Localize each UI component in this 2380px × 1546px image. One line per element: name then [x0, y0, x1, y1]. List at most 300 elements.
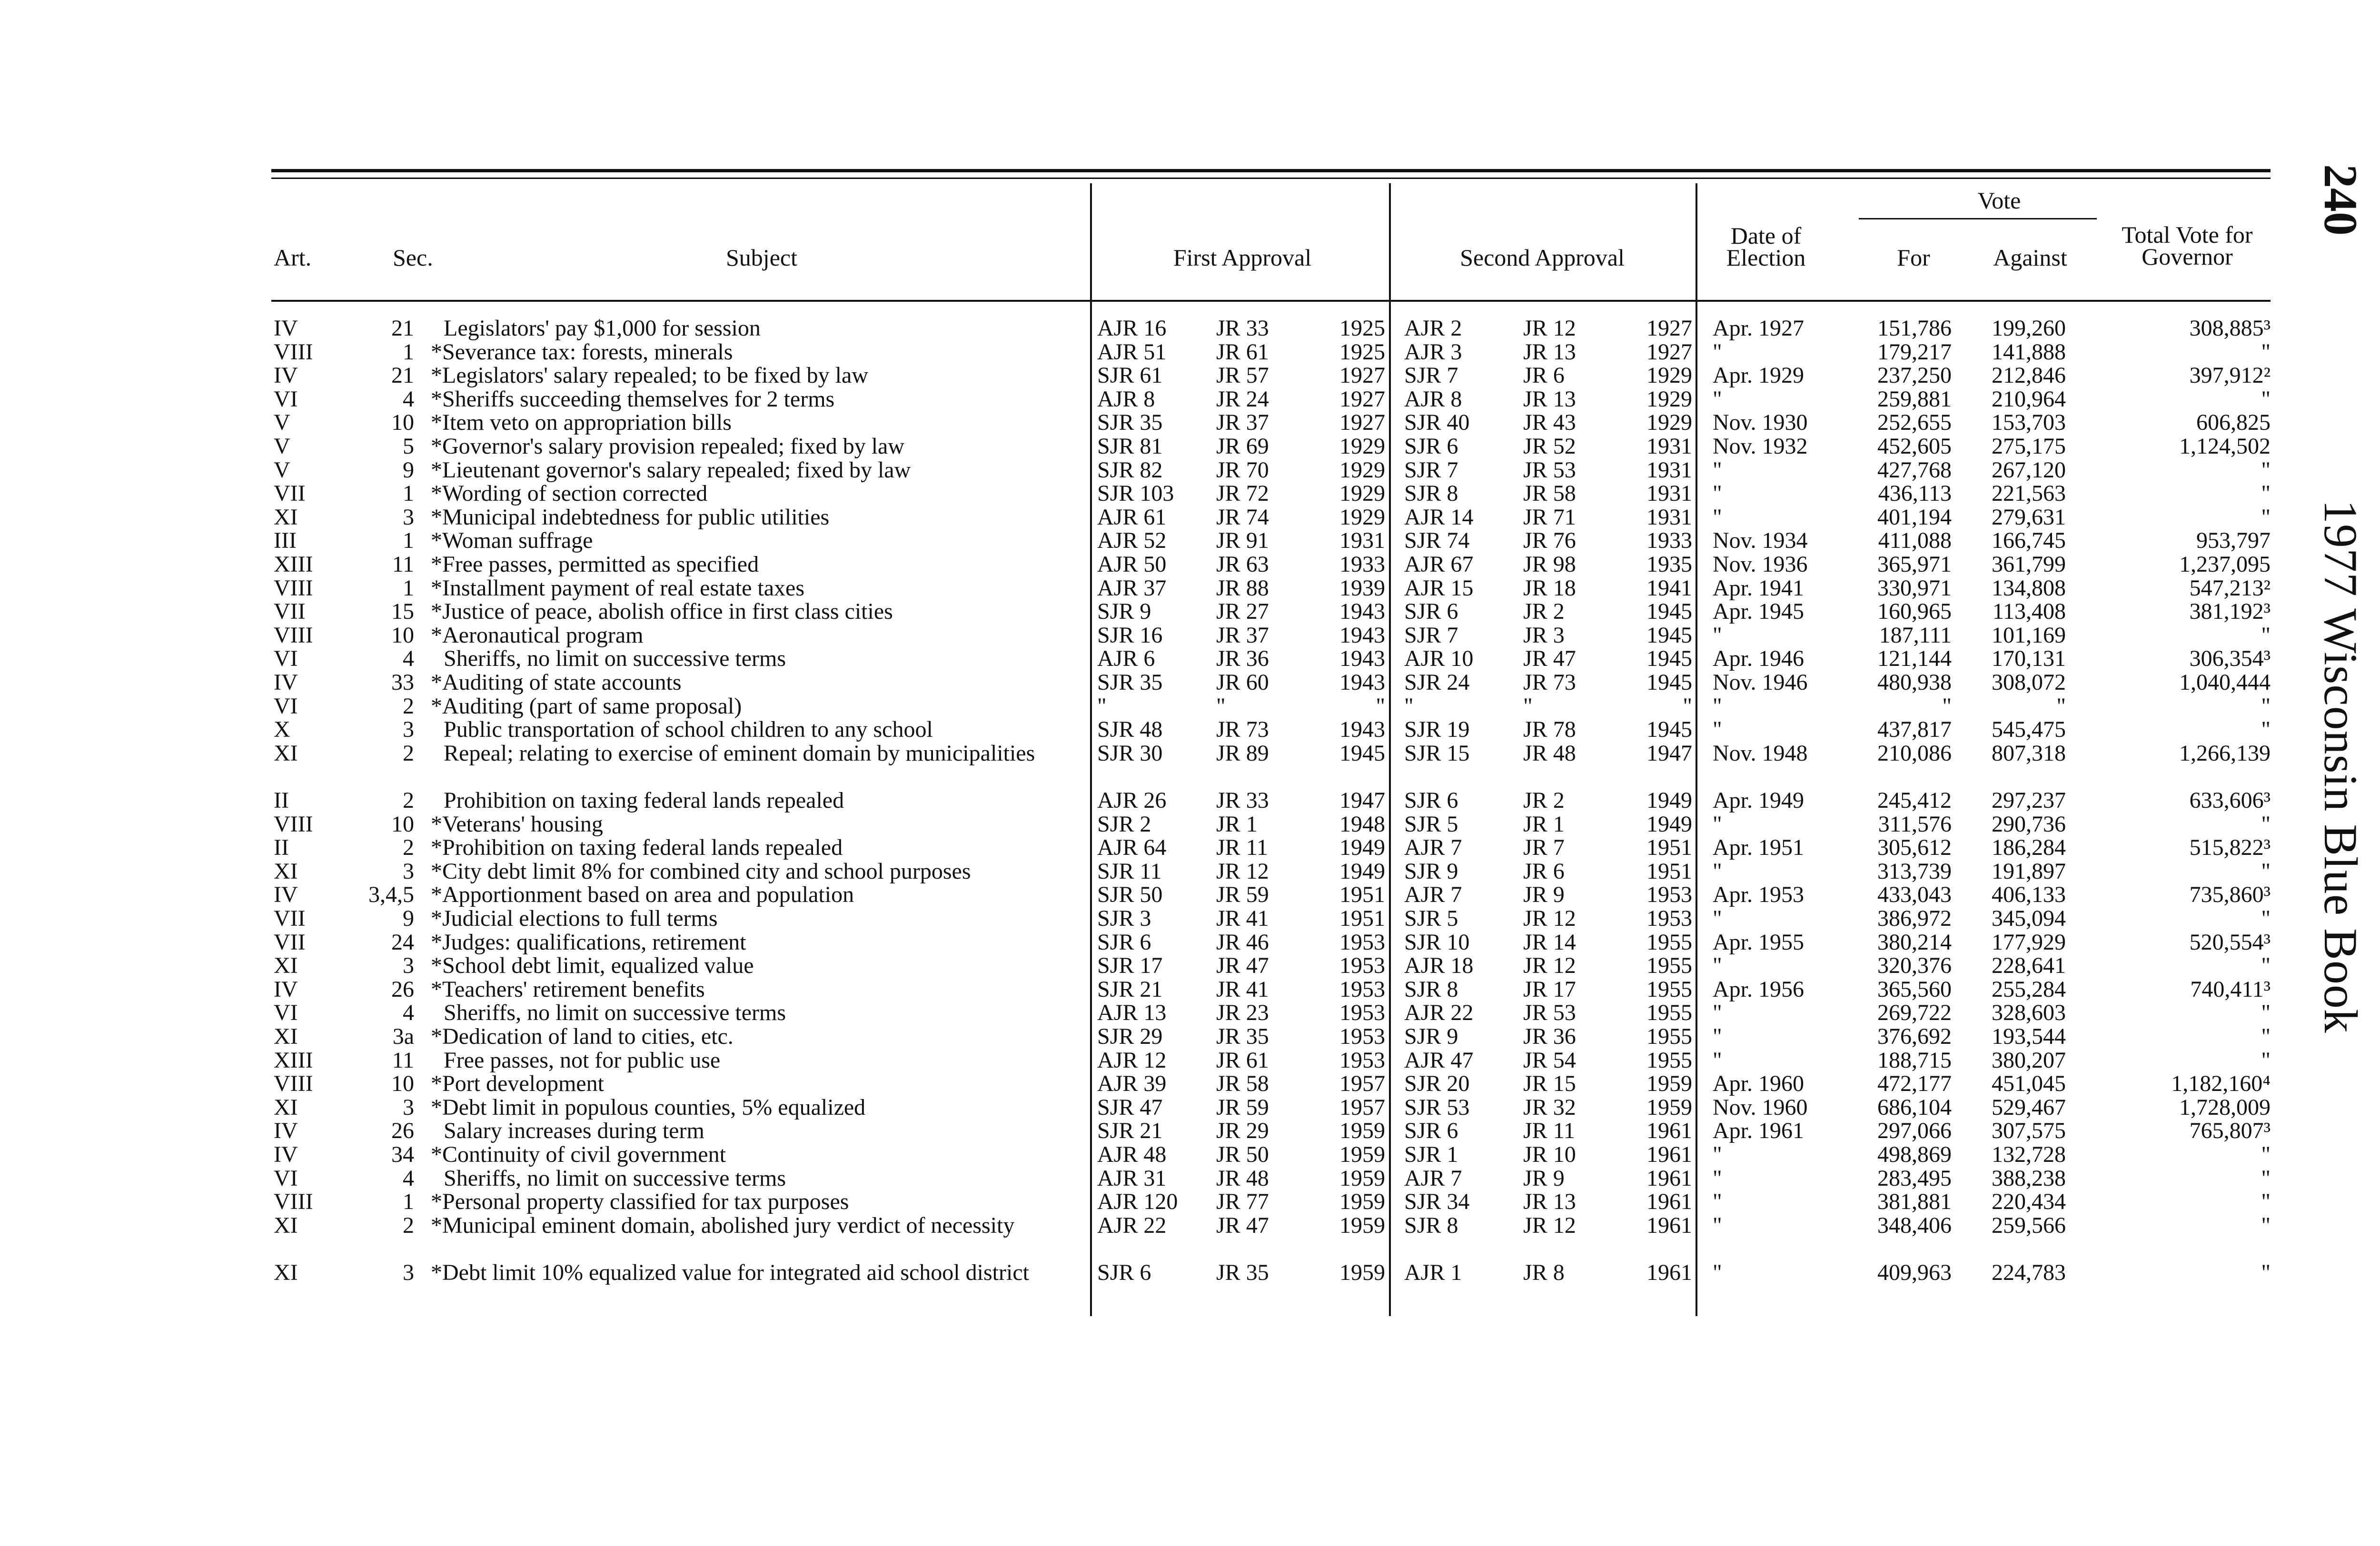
cell-first-resolution: AJR 16: [1097, 316, 1167, 341]
cell-second-resolution: AJR 22: [1404, 1000, 1474, 1026]
cell-vote-for: 480,938: [1877, 670, 1952, 695]
cell-first-resolution: AJR 120: [1097, 1189, 1178, 1215]
table-row: [0, 1025, 2380, 1049]
cell-election-date: Nov. 1960: [1713, 1094, 1808, 1120]
cell-second-jr: JR 11: [1523, 1118, 1575, 1144]
cell-second-jr: JR 13: [1523, 1189, 1576, 1215]
cell-first-jr: JR 35: [1216, 1260, 1269, 1285]
cell-sec: 3: [403, 858, 414, 884]
cell-first-year: 1925: [1339, 339, 1385, 365]
cell-subject: Legislators' pay $1,000 for session: [444, 316, 761, 341]
cell-subject: *Judges: qualifications, retirement: [431, 929, 746, 955]
cell-first-resolution: SJR 50: [1097, 882, 1163, 908]
cell-vote-against: 345,094: [1992, 906, 2066, 931]
cell-total-vote: 306,354³: [2189, 646, 2271, 672]
cell-total-vote: ": [2261, 1047, 2271, 1073]
cell-first-jr: JR 33: [1216, 788, 1269, 813]
header-for: For: [1897, 244, 1930, 271]
cell-second-year: 1931: [1646, 481, 1692, 506]
cell-election-date: Nov. 1946: [1713, 670, 1808, 695]
cell-first-year: 1939: [1339, 575, 1385, 601]
cell-first-jr: JR 48: [1216, 1165, 1269, 1191]
cell-second-jr: JR 54: [1523, 1047, 1576, 1073]
cell-first-resolution: SJR 2: [1097, 811, 1151, 837]
cell-second-jr: JR 13: [1523, 339, 1576, 365]
cell-election-date: Nov. 1936: [1713, 552, 1808, 577]
cell-subject: Sheriffs, no limit on successive terms: [444, 1000, 786, 1026]
cell-election-date: ": [1713, 1212, 1722, 1238]
cell-total-vote: 1,266,139: [2179, 740, 2271, 766]
cell-vote-for: 252,655: [1877, 410, 1952, 436]
cell-vote-for: 179,217: [1877, 339, 1952, 365]
cell-art: VI: [274, 386, 298, 412]
cell-vote-for: 433,043: [1877, 882, 1952, 908]
cell-art: IV: [274, 316, 298, 341]
cell-second-jr: JR 3: [1523, 622, 1565, 648]
cell-second-year: 1941: [1646, 575, 1692, 601]
table-row: [0, 482, 2380, 505]
cell-vote-against: 529,467: [1992, 1094, 2066, 1120]
cell-art: XIII: [274, 1047, 313, 1073]
cell-vote-for: 401,194: [1877, 504, 1952, 530]
table-row: [0, 317, 2380, 340]
cell-vote-against: 228,641: [1992, 953, 2066, 979]
cell-second-resolution: SJR 19: [1404, 717, 1470, 743]
cell-subject: Salary increases during term: [444, 1118, 704, 1144]
cell-first-jr: JR 69: [1216, 434, 1269, 459]
cell-second-year: 1945: [1646, 599, 1692, 624]
cell-second-resolution: SJR 53: [1404, 1094, 1470, 1120]
cell-second-resolution: SJR 24: [1404, 670, 1470, 695]
cell-first-year: 1951: [1339, 906, 1385, 931]
cell-election-date: ": [1713, 1024, 1722, 1049]
cell-vote-against: 290,736: [1992, 811, 2066, 837]
cell-first-jr: JR 37: [1216, 410, 1269, 436]
cell-vote-against: 191,897: [1992, 858, 2066, 884]
cell-vote-against: 141,888: [1992, 339, 2066, 365]
cell-sec: 9: [403, 906, 414, 931]
table-row: [0, 647, 2380, 671]
cell-art: II: [274, 788, 289, 813]
cell-subject: *Auditing (part of same proposal): [431, 693, 742, 719]
cell-second-jr: JR 18: [1523, 575, 1576, 601]
cell-election-date: Apr. 1941: [1713, 575, 1804, 601]
cell-election-date: Apr. 1951: [1713, 835, 1804, 861]
cell-vote-for: 320,376: [1877, 953, 1952, 979]
cell-total-vote: ": [2261, 1260, 2271, 1285]
cell-vote-against: ": [2056, 693, 2066, 719]
cell-subject: *Debt limit 10% equalized value for integrated aid school district: [431, 1260, 1029, 1285]
cell-subject: *Apportionment based on area and population: [431, 882, 854, 908]
cell-art: VIII: [274, 339, 313, 365]
cell-subject: *City debt limit 8% for combined city and school purposes: [431, 858, 971, 884]
cell-total-vote: 633,606³: [2189, 788, 2271, 813]
cell-sec: 5: [403, 434, 414, 459]
cell-subject: *Lieutenant governor's salary repealed; fixed by law: [431, 457, 911, 483]
cell-election-date: Nov. 1930: [1713, 410, 1808, 436]
cell-first-resolution: ": [1097, 693, 1107, 719]
cell-first-resolution: SJR 47: [1097, 1094, 1163, 1120]
cell-second-year: 1931: [1646, 434, 1692, 459]
cell-subject: Sheriffs, no limit on successive terms: [444, 1165, 786, 1191]
cell-art: XI: [274, 953, 298, 979]
cell-first-year: 1943: [1339, 646, 1385, 672]
cell-art: IV: [274, 976, 298, 1002]
cell-sec: 21: [391, 316, 414, 341]
cell-second-resolution: SJR 6: [1404, 434, 1458, 459]
cell-election-date: ": [1713, 457, 1722, 483]
cell-first-year: 1931: [1339, 528, 1385, 554]
cell-art: VI: [274, 1000, 298, 1026]
cell-sec: 4: [403, 646, 414, 672]
cell-second-year: 1955: [1646, 1024, 1692, 1049]
table-row: [0, 907, 2380, 931]
cell-art: VII: [274, 599, 306, 624]
cell-sec: 2: [403, 740, 414, 766]
cell-election-date: Apr. 1956: [1713, 976, 1804, 1002]
table-row: [0, 671, 2380, 694]
cell-subject: *Municipal eminent domain, abolished jury verdict of necessity: [431, 1212, 1015, 1238]
cell-second-year: 1955: [1646, 1047, 1692, 1073]
cell-first-year: 1927: [1339, 386, 1385, 412]
cell-first-jr: JR 47: [1216, 1212, 1269, 1238]
cell-first-year: 1943: [1339, 670, 1385, 695]
cell-subject: *Judicial elections to full terms: [431, 906, 718, 931]
cell-art: XI: [274, 1260, 298, 1285]
cell-second-jr: JR 12: [1523, 906, 1576, 931]
cell-second-resolution: ": [1404, 693, 1414, 719]
cell-first-resolution: AJR 8: [1097, 386, 1155, 412]
cell-subject: *School debt limit, equalized value: [431, 953, 754, 979]
cell-first-resolution: AJR 64: [1097, 835, 1167, 861]
cell-vote-against: 255,284: [1992, 976, 2066, 1002]
cell-art: XI: [274, 1212, 298, 1238]
cell-first-jr: JR 61: [1216, 339, 1269, 365]
cell-subject: Free passes, not for public use: [444, 1047, 721, 1073]
cell-election-date: ": [1713, 1189, 1722, 1215]
cell-total-vote: 953,797: [2196, 528, 2271, 554]
cell-vote-for: 313,739: [1877, 858, 1952, 884]
table-row: [0, 387, 2380, 411]
cell-second-jr: JR 48: [1523, 740, 1576, 766]
cell-subject: *Item veto on appropriation bills: [431, 410, 732, 436]
cell-second-resolution: SJR 74: [1404, 528, 1470, 554]
table-row: [0, 1072, 2380, 1096]
cell-second-year: 1927: [1646, 339, 1692, 365]
cell-second-year: 1929: [1646, 363, 1692, 388]
table-row: [0, 836, 2380, 860]
header-art: Art.: [274, 244, 312, 271]
cell-sec: 3: [403, 1094, 414, 1120]
cell-second-resolution: AJR 14: [1404, 504, 1474, 530]
cell-sec: 10: [391, 1071, 414, 1097]
cell-art: IV: [274, 1142, 298, 1167]
cell-election-date: ": [1713, 717, 1722, 743]
cell-second-jr: JR 53: [1523, 457, 1576, 483]
cell-second-resolution: SJR 9: [1404, 1024, 1458, 1049]
cell-second-resolution: SJR 40: [1404, 410, 1470, 436]
cell-first-jr: JR 63: [1216, 552, 1269, 577]
cell-vote-for: 472,177: [1877, 1071, 1952, 1097]
cell-second-year: 1931: [1646, 504, 1692, 530]
header-against: Against: [1993, 244, 2067, 271]
cell-total-vote: ": [2261, 1142, 2271, 1167]
cell-subject: Public transportation of school children to any school: [444, 717, 933, 743]
cell-second-jr: JR 47: [1523, 646, 1576, 672]
cell-vote-for: 160,965: [1877, 599, 1952, 624]
cell-second-resolution: AJR 7: [1404, 882, 1462, 908]
cell-first-year: 1953: [1339, 1024, 1385, 1049]
cell-second-jr: JR 6: [1523, 363, 1565, 388]
cell-second-year: 1955: [1646, 976, 1692, 1002]
cell-first-jr: ": [1216, 693, 1226, 719]
cell-first-resolution: AJR 61: [1097, 504, 1167, 530]
cell-first-resolution: SJR 82: [1097, 457, 1163, 483]
cell-vote-against: 279,631: [1992, 504, 2066, 530]
cell-second-year: ": [1683, 693, 1692, 719]
cell-sec: 26: [391, 1118, 414, 1144]
cell-first-year: 1943: [1339, 599, 1385, 624]
cell-second-year: 1949: [1646, 788, 1692, 813]
cell-vote-against: 210,964: [1992, 386, 2066, 412]
cell-subject: *Prohibition on taxing federal lands repealed: [431, 835, 843, 861]
cell-total-vote: ": [2261, 504, 2271, 530]
cell-second-year: 1961: [1646, 1212, 1692, 1238]
cell-election-date: Apr. 1953: [1713, 882, 1804, 908]
header-date-of-election: Date of Election: [1726, 222, 1806, 271]
table-row: [0, 742, 2380, 765]
cell-election-date: ": [1713, 504, 1722, 530]
cell-first-jr: JR 59: [1216, 1094, 1269, 1120]
cell-first-year: 1953: [1339, 976, 1385, 1002]
cell-first-year: 1929: [1339, 504, 1385, 530]
cell-sec: 3: [403, 953, 414, 979]
cell-second-resolution: SJR 8: [1404, 1212, 1458, 1238]
cell-second-resolution: AJR 8: [1404, 386, 1462, 412]
header-sec: Sec.: [393, 244, 433, 271]
cell-first-jr: JR 70: [1216, 457, 1269, 483]
cell-vote-against: 388,238: [1992, 1165, 2066, 1191]
cell-second-year: 1931: [1646, 457, 1692, 483]
cell-second-year: 1927: [1646, 316, 1692, 341]
cell-vote-against: 166,745: [1992, 528, 2066, 554]
cell-subject: *Woman suffrage: [431, 528, 593, 554]
cell-first-resolution: SJR 35: [1097, 410, 1163, 436]
cell-first-year: 1948: [1339, 811, 1385, 837]
cell-art: IV: [274, 363, 298, 388]
cell-subject: *Installment payment of real estate taxes: [431, 575, 805, 601]
cell-first-jr: JR 91: [1216, 528, 1269, 554]
cell-art: IV: [274, 670, 298, 695]
table-row: [0, 364, 2380, 387]
cell-sec: 2: [403, 788, 414, 813]
cell-second-resolution: AJR 7: [1404, 1165, 1462, 1191]
cell-art: XIII: [274, 552, 313, 577]
cell-total-vote: 740,411³: [2190, 976, 2271, 1002]
cell-second-jr: JR 71: [1523, 504, 1576, 530]
cell-first-resolution: SJR 29: [1097, 1024, 1163, 1049]
cell-second-resolution: AJR 1: [1404, 1260, 1462, 1285]
cell-second-year: 1945: [1646, 670, 1692, 695]
cell-election-date: Apr. 1960: [1713, 1071, 1804, 1097]
cell-vote-for: 269,722: [1877, 1000, 1952, 1026]
cell-first-jr: JR 72: [1216, 481, 1269, 506]
cell-vote-against: 193,544: [1992, 1024, 2066, 1049]
cell-first-resolution: SJR 21: [1097, 976, 1163, 1002]
cell-vote-for: 245,412: [1877, 788, 1952, 813]
vote-group-rule: [1859, 218, 2097, 219]
cell-election-date: ": [1713, 622, 1722, 648]
cell-total-vote: ": [2261, 811, 2271, 837]
cell-subject: *Debt limit in populous counties, 5% equalized: [431, 1094, 866, 1120]
table-row: [0, 883, 2380, 907]
cell-first-jr: JR 37: [1216, 622, 1269, 648]
table-row: [0, 624, 2380, 647]
cell-election-date: ": [1713, 811, 1722, 837]
cell-vote-against: 451,045: [1992, 1071, 2066, 1097]
cell-second-resolution: SJR 6: [1404, 1118, 1458, 1144]
cell-second-year: 1949: [1646, 811, 1692, 837]
cell-election-date: ": [1713, 386, 1722, 412]
cell-vote-against: 361,799: [1992, 552, 2066, 577]
cell-total-vote: ": [2261, 622, 2271, 648]
cell-first-jr: JR 77: [1216, 1189, 1269, 1215]
cell-art: XI: [274, 1024, 298, 1049]
cell-first-resolution: SJR 103: [1097, 481, 1174, 506]
cell-vote-for: 376,692: [1877, 1024, 1952, 1049]
cell-sec: 4: [403, 386, 414, 412]
cell-vote-against: 101,169: [1992, 622, 2066, 648]
cell-first-year: 1933: [1339, 552, 1385, 577]
cell-subject: *Governor's salary provision repealed; fixed by law: [431, 434, 905, 459]
cell-second-jr: JR 17: [1523, 976, 1576, 1002]
cell-second-jr: JR 15: [1523, 1071, 1576, 1097]
cell-second-year: 1953: [1646, 906, 1692, 931]
cell-second-jr: JR 2: [1523, 788, 1565, 813]
cell-vote-for: 305,612: [1877, 835, 1952, 861]
table-row: [0, 529, 2380, 553]
cell-first-year: 1953: [1339, 1000, 1385, 1026]
cell-second-resolution: SJR 8: [1404, 481, 1458, 506]
cell-second-year: 1955: [1646, 953, 1692, 979]
cell-election-date: Nov. 1932: [1713, 434, 1808, 459]
cell-first-resolution: AJR 22: [1097, 1212, 1167, 1238]
cell-first-jr: JR 73: [1216, 717, 1269, 743]
cell-second-year: 1935: [1646, 552, 1692, 577]
cell-second-jr: JR 8: [1523, 1260, 1565, 1285]
cell-vote-for: 283,495: [1877, 1165, 1952, 1191]
table-row: [0, 411, 2380, 435]
table-row: [0, 458, 2380, 482]
cell-second-year: 1961: [1646, 1142, 1692, 1167]
cell-first-year: 1943: [1339, 717, 1385, 743]
cell-first-resolution: AJR 39: [1097, 1071, 1167, 1097]
cell-vote-for: 498,869: [1877, 1142, 1952, 1167]
cell-sec: 2: [403, 1212, 414, 1238]
cell-election-date: Apr. 1955: [1713, 929, 1804, 955]
cell-sec: 11: [392, 1047, 414, 1073]
cell-second-year: 1945: [1646, 646, 1692, 672]
cell-second-year: 1933: [1646, 528, 1692, 554]
cell-total-vote: ": [2261, 953, 2271, 979]
cell-subject: *Severance tax: forests, minerals: [431, 339, 733, 365]
cell-art: VI: [274, 646, 298, 672]
cell-vote-against: 220,434: [1992, 1189, 2066, 1215]
cell-first-resolution: SJR 17: [1097, 953, 1163, 979]
cell-art: II: [274, 835, 289, 861]
cell-first-resolution: AJR 50: [1097, 552, 1167, 577]
cell-vote-against: 259,566: [1992, 1212, 2066, 1238]
cell-first-jr: JR 35: [1216, 1024, 1269, 1049]
cell-vote-against: 132,728: [1992, 1142, 2066, 1167]
cell-total-vote: 1,040,444: [2179, 670, 2271, 695]
cell-vote-for: 188,715: [1877, 1047, 1952, 1073]
cell-second-jr: JR 9: [1523, 1165, 1565, 1191]
cell-vote-for: 330,971: [1877, 575, 1952, 601]
cell-sec: 24: [391, 929, 414, 955]
cell-second-jr: JR 10: [1523, 1142, 1576, 1167]
cell-first-resolution: AJR 51: [1097, 339, 1167, 365]
cell-second-year: 1961: [1646, 1118, 1692, 1144]
cell-art: VII: [274, 906, 306, 931]
cell-sec: 2: [403, 835, 414, 861]
cell-first-jr: JR 61: [1216, 1047, 1269, 1073]
cell-second-jr: JR 98: [1523, 552, 1576, 577]
cell-election-date: ": [1713, 1142, 1722, 1167]
cell-vote-against: 267,120: [1992, 457, 2066, 483]
cell-vote-against: 308,072: [1992, 670, 2066, 695]
cell-election-date: ": [1713, 953, 1722, 979]
cell-vote-for: 187,111: [1879, 622, 1952, 648]
cell-subject: Prohibition on taxing federal lands repealed: [444, 788, 844, 813]
cell-first-year: 1959: [1339, 1165, 1385, 1191]
cell-first-year: 1957: [1339, 1094, 1385, 1120]
cell-second-year: 1951: [1646, 835, 1692, 861]
cell-vote-for: 121,144: [1877, 646, 1952, 672]
cell-art: V: [274, 410, 290, 436]
cell-total-vote: ": [2261, 339, 2271, 365]
cell-subject: *Municipal indebtedness for public utilities: [431, 504, 830, 530]
cell-second-resolution: AJR 18: [1404, 953, 1474, 979]
cell-vote-against: 199,260: [1992, 316, 2066, 341]
cell-art: VIII: [274, 1189, 313, 1215]
cell-total-vote: ": [2261, 1024, 2271, 1049]
cell-first-resolution: AJR 13: [1097, 1000, 1167, 1026]
header-second-approval: Second Approval: [1460, 244, 1625, 271]
table-row: [0, 954, 2380, 978]
cell-total-vote: ": [2261, 717, 2271, 743]
table-row: [0, 860, 2380, 883]
cell-art: VIII: [274, 622, 313, 648]
table-row: [0, 978, 2380, 1001]
cell-vote-for: 210,086: [1877, 740, 1952, 766]
cell-second-year: 1929: [1646, 410, 1692, 436]
table-row: [0, 1261, 2380, 1285]
cell-art: IV: [274, 1118, 298, 1144]
cell-second-jr: JR 32: [1523, 1094, 1576, 1120]
cell-first-year: 1927: [1339, 410, 1385, 436]
table-row: [0, 1001, 2380, 1025]
cell-total-vote: ": [2261, 693, 2271, 719]
cell-first-jr: JR 57: [1216, 363, 1269, 388]
cell-subject: *Port development: [431, 1071, 604, 1097]
cell-vote-for: 151,786: [1877, 316, 1952, 341]
cell-first-year: 1953: [1339, 1047, 1385, 1073]
cell-second-jr: JR 14: [1523, 929, 1576, 955]
cell-total-vote: 765,807³: [2189, 1118, 2271, 1144]
cell-first-resolution: SJR 81: [1097, 434, 1163, 459]
table-row: [0, 505, 2380, 529]
